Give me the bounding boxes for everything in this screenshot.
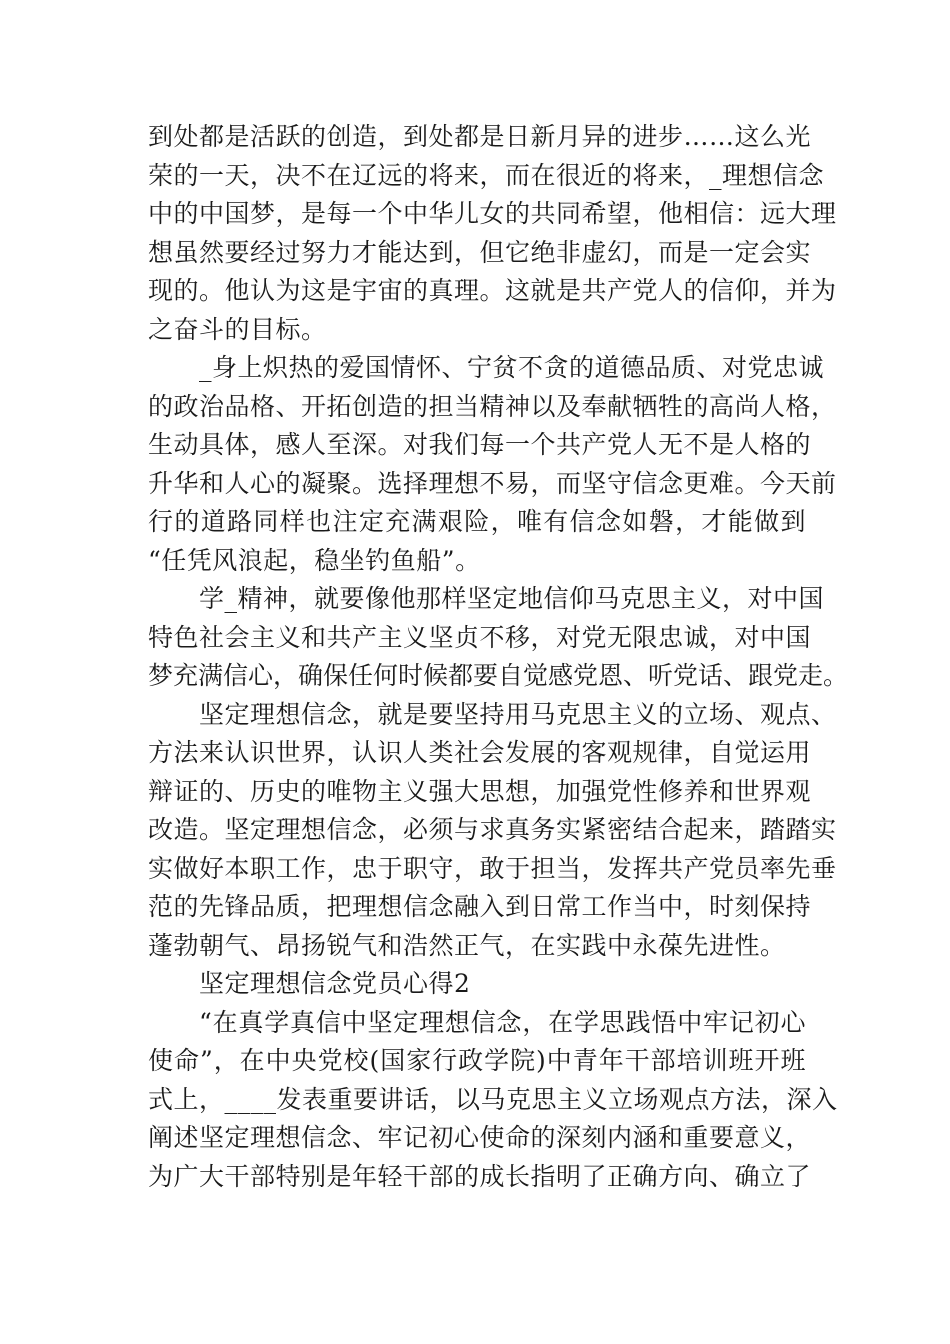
section-heading: 坚定理想信念党员心得2	[199, 969, 471, 998]
paragraph-line: 荣的一天，决不在辽远的将来，而在很近的将来，_理想信念	[148, 160, 825, 190]
document-body	[148, 118, 849, 1196]
paragraph-line: 辩证的、历史的唯物主义强大思想，加强党性修养和世界观	[148, 776, 812, 806]
paragraph-line: 中的中国梦，是每一个中华儿女的共同希望，他相信：远大理	[148, 199, 837, 228]
paragraph-line: 现的。他认为这是宇宙的真理。这就是共产党人的信仰，并为	[148, 276, 837, 305]
paragraph-line: 升华和人心的凝聚。选择理想不易，而坚守信念更难。今天前	[148, 468, 837, 498]
paragraph-line: 特色社会主义和共产主义坚贞不移，对党无限忠诚，对中国	[148, 622, 812, 652]
paragraph-line: 生动具体，感人至深。对我们每一个共产党人无不是人格的	[148, 430, 812, 459]
paragraph-line: _身上炽热的爱国情怀、宁贫不贪的道德品质、对党忠诚	[199, 353, 825, 382]
paragraph-line: 的政治品格、开拓创造的担当精神以及奉献牺牲的高尚人格，	[148, 391, 837, 421]
paragraph-line: 实做好本职工作，忠于职守，敢于担当，发挥共产党员率先垂	[148, 853, 837, 883]
paragraph-line: 梦充满信心，确保任何时候都要自觉感党恩、听党话、跟党走。	[148, 661, 849, 690]
paragraph-line: 方法来认识世界，认识人类社会发展的客观规律，自觉运用	[148, 738, 812, 767]
paragraph-line: 改造。坚定理想信念，必须与求真务实紧密结合起来，踏踏实	[148, 815, 837, 844]
paragraph-line: “在真学真信中坚定理想信念，在学思践悟中牢记初心	[199, 1007, 806, 1037]
paragraph-line: 学_精神，就要像他那样坚定地信仰马克思主义，对中国	[199, 584, 825, 613]
paragraph-line: 蓬勃朝气、昂扬锐气和浩然正气，在实践中永葆先进性。	[148, 930, 786, 960]
paragraph-line: 式上，____发表重要讲话，以马克思主义立场观点方法，深入	[148, 1084, 838, 1114]
paragraph-line: 行的道路同样也注定充满艰险，唯有信念如磐，才能做到	[148, 507, 806, 536]
paragraph-line: “任凭风浪起，稳坐钓鱼船”。	[148, 545, 481, 575]
paragraph-line: 范的先锋品质，把理想信念融入到日常工作当中，时刻保持	[148, 892, 812, 921]
paragraph-line: 使命”，在中央党校(国家行政学院)中青年干部培训班开班	[148, 1046, 806, 1075]
paragraph-line: 为广大干部特别是年轻干部的成长指明了正确方向、确立了	[148, 1161, 812, 1191]
paragraph-line: 坚定理想信念，就是要坚持用马克思主义的立场、观点、	[199, 699, 837, 729]
paragraph-line: 想虽然要经过努力才能达到，但它绝非虚幻，而是一定会实	[148, 237, 812, 267]
paragraph-line: 到处都是活跃的创造，到处都是日新月异的进步……这么光	[148, 122, 812, 151]
paragraph-line: 阐述坚定理想信念、牢记初心使命的深刻内涵和重要意义，	[148, 1123, 812, 1152]
paragraph-line: 之奋斗的目标。	[148, 314, 327, 344]
